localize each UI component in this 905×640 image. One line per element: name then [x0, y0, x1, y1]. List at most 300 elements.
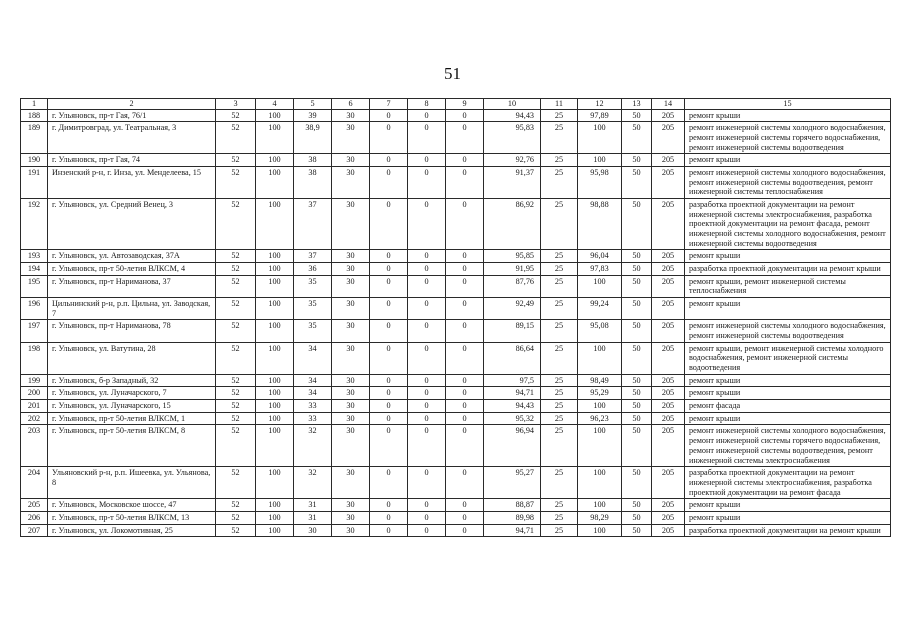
col11-cell: 25: [541, 298, 578, 320]
col13-cell: 50: [622, 374, 652, 387]
col3-cell: 52: [216, 425, 256, 467]
col14-cell: 205: [652, 524, 685, 537]
row-number: 203: [21, 425, 48, 467]
col3-cell: 52: [216, 199, 256, 250]
col11-cell: 25: [541, 122, 578, 154]
col11-cell: 25: [541, 374, 578, 387]
table-row: [21, 425, 891, 467]
table-row: [21, 263, 891, 276]
col6-cell: 30: [332, 412, 370, 425]
col13-cell: 50: [622, 320, 652, 342]
col9-cell: 0: [446, 524, 484, 537]
col3-cell: 52: [216, 275, 256, 297]
column-header-11: 11: [541, 99, 578, 110]
column-header-2: 2: [48, 99, 216, 110]
address-cell: г. Ульяновск, б-р Западный, 32: [48, 374, 216, 387]
col7-cell: 0: [370, 109, 408, 122]
col10-cell: 88,87: [484, 499, 541, 512]
col7-cell: 0: [370, 122, 408, 154]
col12-cell: 97,83: [578, 263, 622, 276]
col10-cell: 86,92: [484, 199, 541, 250]
col14-cell: 205: [652, 511, 685, 524]
address-cell: г. Ульяновск, ул. Луначарского, 15: [48, 400, 216, 413]
col14-cell: 205: [652, 263, 685, 276]
column-header-9: 9: [446, 99, 484, 110]
col5-cell: 32: [294, 425, 332, 467]
col12-cell: 98,49: [578, 374, 622, 387]
col4-cell: 100: [256, 374, 294, 387]
col14-cell: 205: [652, 167, 685, 199]
col8-cell: 0: [408, 387, 446, 400]
address-cell: г. Ульяновск, пр-т Гая, 76/1: [48, 109, 216, 122]
col5-cell: 37: [294, 250, 332, 263]
col8-cell: 0: [408, 499, 446, 512]
col8-cell: 0: [408, 250, 446, 263]
col10-cell: 87,76: [484, 275, 541, 297]
address-cell: Ульяновский р-н, р.п. Ишеевка, ул. Ульянова, 8: [48, 467, 216, 499]
col9-cell: 0: [446, 412, 484, 425]
col8-cell: 0: [408, 342, 446, 374]
row-number: 199: [21, 374, 48, 387]
col10-cell: 91,37: [484, 167, 541, 199]
col14-cell: 205: [652, 298, 685, 320]
row-number: 188: [21, 109, 48, 122]
col3-cell: 52: [216, 298, 256, 320]
works-table: [20, 98, 891, 537]
col13-cell: 50: [622, 425, 652, 467]
col8-cell: 0: [408, 263, 446, 276]
col12-cell: 100: [578, 275, 622, 297]
works-cell: ремонт инженерной системы холодного водоснабжения, ремонт инженерной системы водоотведения, ремонт инженерной системы теплоснабжения: [685, 167, 891, 199]
col5-cell: 35: [294, 298, 332, 320]
col5-cell: 31: [294, 511, 332, 524]
col14-cell: 205: [652, 250, 685, 263]
col14-cell: 205: [652, 122, 685, 154]
address-cell: г. Ульяновск, ул. Луначарского, 7: [48, 387, 216, 400]
column-header-10: 10: [484, 99, 541, 110]
table-row: [21, 342, 891, 374]
col12-cell: 100: [578, 524, 622, 537]
col7-cell: 0: [370, 250, 408, 263]
col10-cell: 86,64: [484, 342, 541, 374]
col3-cell: 52: [216, 320, 256, 342]
table-row: [21, 250, 891, 263]
col7-cell: 0: [370, 320, 408, 342]
col8-cell: 0: [408, 167, 446, 199]
col10-cell: 95,85: [484, 250, 541, 263]
col8-cell: 0: [408, 298, 446, 320]
row-number: 206: [21, 511, 48, 524]
col10-cell: 94,71: [484, 387, 541, 400]
works-cell: ремонт крыши, ремонт инженерной системы холодного водоснабжения, ремонт инженерной системы водоотведения: [685, 342, 891, 374]
col14-cell: 205: [652, 109, 685, 122]
col13-cell: 50: [622, 250, 652, 263]
col6-cell: 30: [332, 511, 370, 524]
col6-cell: 30: [332, 425, 370, 467]
table-row: [21, 499, 891, 512]
col13-cell: 50: [622, 412, 652, 425]
row-number: 192: [21, 199, 48, 250]
column-header-3: 3: [216, 99, 256, 110]
col3-cell: 52: [216, 154, 256, 167]
col4-cell: 100: [256, 425, 294, 467]
col6-cell: 30: [332, 250, 370, 263]
row-number: 193: [21, 250, 48, 263]
col4-cell: 100: [256, 199, 294, 250]
col12-cell: 100: [578, 342, 622, 374]
table-row: [21, 109, 891, 122]
col8-cell: 0: [408, 467, 446, 499]
column-header-4: 4: [256, 99, 294, 110]
row-number: 200: [21, 387, 48, 400]
col5-cell: 34: [294, 374, 332, 387]
col7-cell: 0: [370, 524, 408, 537]
col7-cell: 0: [370, 412, 408, 425]
col6-cell: 30: [332, 374, 370, 387]
col4-cell: 100: [256, 342, 294, 374]
col11-cell: 25: [541, 250, 578, 263]
col6-cell: 30: [332, 167, 370, 199]
address-cell: г. Ульяновск, пр-т 50-летия ВЛКСМ, 4: [48, 263, 216, 276]
col4-cell: 100: [256, 154, 294, 167]
table-row: [21, 199, 891, 250]
row-number: 204: [21, 467, 48, 499]
col12-cell: 100: [578, 425, 622, 467]
col4-cell: 100: [256, 412, 294, 425]
works-cell: ремонт крыши: [685, 511, 891, 524]
works-cell: ремонт крыши: [685, 412, 891, 425]
col8-cell: 0: [408, 320, 446, 342]
col5-cell: 38: [294, 154, 332, 167]
col12-cell: 98,88: [578, 199, 622, 250]
col12-cell: 99,24: [578, 298, 622, 320]
col10-cell: 94,43: [484, 400, 541, 413]
col9-cell: 0: [446, 154, 484, 167]
address-cell: г. Ульяновск, пр-т 50-летия ВЛКСМ, 1: [48, 412, 216, 425]
row-number: 189: [21, 122, 48, 154]
page-number: 51: [444, 64, 461, 83]
column-header-8: 8: [408, 99, 446, 110]
col8-cell: 0: [408, 154, 446, 167]
works-cell: разработка проектной документации на ремонт крыши: [685, 524, 891, 537]
col14-cell: 205: [652, 320, 685, 342]
table-row: [21, 275, 891, 297]
column-header-6: 6: [332, 99, 370, 110]
col5-cell: 34: [294, 342, 332, 374]
address-cell: г. Ульяновск, ул. Ватутина, 28: [48, 342, 216, 374]
col8-cell: 0: [408, 109, 446, 122]
col4-cell: 100: [256, 387, 294, 400]
col4-cell: 100: [256, 467, 294, 499]
col3-cell: 52: [216, 167, 256, 199]
col4-cell: 100: [256, 511, 294, 524]
works-cell: ремонт крыши: [685, 387, 891, 400]
col3-cell: 52: [216, 511, 256, 524]
column-header-5: 5: [294, 99, 332, 110]
col9-cell: 0: [446, 109, 484, 122]
col3-cell: 52: [216, 387, 256, 400]
col12-cell: 100: [578, 467, 622, 499]
row-number: 194: [21, 263, 48, 276]
col9-cell: 0: [446, 298, 484, 320]
col8-cell: 0: [408, 412, 446, 425]
table-row: [21, 412, 891, 425]
col6-cell: 30: [332, 298, 370, 320]
col11-cell: 25: [541, 263, 578, 276]
row-number: 191: [21, 167, 48, 199]
col7-cell: 0: [370, 263, 408, 276]
address-cell: г. Ульяновск, пр-т Нариманова, 78: [48, 320, 216, 342]
table-row: [21, 320, 891, 342]
col11-cell: 25: [541, 511, 578, 524]
col12-cell: 100: [578, 400, 622, 413]
col14-cell: 205: [652, 467, 685, 499]
col10-cell: 95,83: [484, 122, 541, 154]
col13-cell: 50: [622, 524, 652, 537]
col11-cell: 25: [541, 109, 578, 122]
col5-cell: 33: [294, 400, 332, 413]
col13-cell: 50: [622, 154, 652, 167]
address-cell: г. Ульяновск, ул. Локомотивная, 25: [48, 524, 216, 537]
table-row: [21, 400, 891, 413]
col12-cell: 100: [578, 499, 622, 512]
col13-cell: 50: [622, 109, 652, 122]
col11-cell: 25: [541, 499, 578, 512]
col12-cell: 96,23: [578, 412, 622, 425]
col7-cell: 0: [370, 342, 408, 374]
col8-cell: 0: [408, 511, 446, 524]
col6-cell: 30: [332, 275, 370, 297]
row-number: 205: [21, 499, 48, 512]
col4-cell: 100: [256, 250, 294, 263]
col11-cell: 25: [541, 154, 578, 167]
works-cell: ремонт инженерной системы холодного водоснабжения, ремонт инженерной системы водоотведения: [685, 320, 891, 342]
col6-cell: 30: [332, 154, 370, 167]
col8-cell: 0: [408, 524, 446, 537]
table-row: [21, 167, 891, 199]
works-cell: разработка проектной документации на ремонт крыши: [685, 263, 891, 276]
col13-cell: 50: [622, 122, 652, 154]
col4-cell: 100: [256, 524, 294, 537]
col5-cell: 33: [294, 412, 332, 425]
col3-cell: 52: [216, 400, 256, 413]
col4-cell: 100: [256, 499, 294, 512]
col10-cell: 89,98: [484, 511, 541, 524]
col6-cell: 30: [332, 387, 370, 400]
col12-cell: 100: [578, 154, 622, 167]
col8-cell: 0: [408, 122, 446, 154]
col8-cell: 0: [408, 425, 446, 467]
col5-cell: 30: [294, 524, 332, 537]
col6-cell: 30: [332, 499, 370, 512]
address-cell: г. Ульяновск, пр-т Гая, 74: [48, 154, 216, 167]
col14-cell: 205: [652, 154, 685, 167]
col11-cell: 25: [541, 412, 578, 425]
row-number: 195: [21, 275, 48, 297]
col9-cell: 0: [446, 320, 484, 342]
col13-cell: 50: [622, 167, 652, 199]
col10-cell: 92,49: [484, 298, 541, 320]
col14-cell: 205: [652, 374, 685, 387]
col5-cell: 31: [294, 499, 332, 512]
address-cell: Цильнинский р-н, р.п. Цильна, ул. Заводская, 7: [48, 298, 216, 320]
works-cell: ремонт крыши: [685, 154, 891, 167]
col4-cell: 100: [256, 109, 294, 122]
works-cell: ремонт инженерной системы холодного водоснабжения, ремонт инженерной системы горячего водоснабжения, ремонт инженерной системы водоотведения: [685, 122, 891, 154]
col7-cell: 0: [370, 298, 408, 320]
col13-cell: 50: [622, 263, 652, 276]
works-cell: ремонт инженерной системы холодного водоснабжения, ремонт инженерной системы горячего водоснабжения, ремонт инженерной системы водоотведения, ремонт инженерной системы электроснабжения: [685, 425, 891, 467]
col3-cell: 52: [216, 250, 256, 263]
col7-cell: 0: [370, 400, 408, 413]
address-cell: г. Ульяновск, пр-т Нариманова, 37: [48, 275, 216, 297]
table-row: [21, 467, 891, 499]
col13-cell: 50: [622, 511, 652, 524]
address-cell: г. Ульяновск, Московское шоссе, 47: [48, 499, 216, 512]
col3-cell: 52: [216, 412, 256, 425]
col11-cell: 25: [541, 167, 578, 199]
col11-cell: 25: [541, 199, 578, 250]
col6-cell: 30: [332, 263, 370, 276]
column-header-14: 14: [652, 99, 685, 110]
col8-cell: 0: [408, 374, 446, 387]
col10-cell: 89,15: [484, 320, 541, 342]
col6-cell: 30: [332, 199, 370, 250]
col12-cell: 95,98: [578, 167, 622, 199]
col11-cell: 25: [541, 467, 578, 499]
col14-cell: 205: [652, 499, 685, 512]
col13-cell: 50: [622, 275, 652, 297]
col14-cell: 205: [652, 387, 685, 400]
header-row: [21, 99, 891, 110]
col8-cell: 0: [408, 199, 446, 250]
col6-cell: 30: [332, 467, 370, 499]
col4-cell: 100: [256, 122, 294, 154]
address-cell: г. Ульяновск, пр-т 50-летия ВЛКСМ, 8: [48, 425, 216, 467]
col14-cell: 205: [652, 275, 685, 297]
column-header-15: 15: [685, 99, 891, 110]
col7-cell: 0: [370, 387, 408, 400]
col12-cell: 100: [578, 122, 622, 154]
col14-cell: 205: [652, 412, 685, 425]
row-number: 201: [21, 400, 48, 413]
col10-cell: 91,95: [484, 263, 541, 276]
table-row: [21, 122, 891, 154]
col11-cell: 25: [541, 387, 578, 400]
col13-cell: 50: [622, 199, 652, 250]
col7-cell: 0: [370, 167, 408, 199]
col6-cell: 30: [332, 524, 370, 537]
col4-cell: 100: [256, 275, 294, 297]
col7-cell: 0: [370, 154, 408, 167]
col11-cell: 25: [541, 425, 578, 467]
table-body: [21, 109, 891, 537]
col12-cell: 96,04: [578, 250, 622, 263]
works-cell: ремонт крыши: [685, 298, 891, 320]
col6-cell: 30: [332, 122, 370, 154]
col4-cell: 100: [256, 298, 294, 320]
address-cell: Инзенский р-н, г. Инза, ул. Менделеева, 15: [48, 167, 216, 199]
col9-cell: 0: [446, 167, 484, 199]
col13-cell: 50: [622, 342, 652, 374]
row-number: 190: [21, 154, 48, 167]
col5-cell: 34: [294, 387, 332, 400]
col9-cell: 0: [446, 387, 484, 400]
col10-cell: 94,71: [484, 524, 541, 537]
col11-cell: 25: [541, 400, 578, 413]
col5-cell: 38: [294, 167, 332, 199]
address-cell: г. Ульяновск, ул. Средний Венец, 3: [48, 199, 216, 250]
col3-cell: 52: [216, 524, 256, 537]
row-number: 197: [21, 320, 48, 342]
col9-cell: 0: [446, 511, 484, 524]
col10-cell: 97,5: [484, 374, 541, 387]
col5-cell: 32: [294, 467, 332, 499]
col7-cell: 0: [370, 467, 408, 499]
col9-cell: 0: [446, 250, 484, 263]
works-cell: разработка проектной документации на ремонт инженерной системы электроснабжения, разработка проектной документации на ремонт фасада, ремонт инженерной системы холодного водоснабжения, ремонт инженерной системы водоотведения: [685, 199, 891, 250]
table-row: [21, 154, 891, 167]
column-header-12: 12: [578, 99, 622, 110]
table-row: [21, 524, 891, 537]
col8-cell: 0: [408, 275, 446, 297]
col12-cell: 95,08: [578, 320, 622, 342]
col5-cell: 35: [294, 320, 332, 342]
col7-cell: 0: [370, 199, 408, 250]
col4-cell: 100: [256, 167, 294, 199]
col7-cell: 0: [370, 425, 408, 467]
col9-cell: 0: [446, 275, 484, 297]
col9-cell: 0: [446, 400, 484, 413]
row-number: 196: [21, 298, 48, 320]
col13-cell: 50: [622, 467, 652, 499]
col9-cell: 0: [446, 263, 484, 276]
col13-cell: 50: [622, 387, 652, 400]
col9-cell: 0: [446, 467, 484, 499]
col7-cell: 0: [370, 511, 408, 524]
col10-cell: 92,76: [484, 154, 541, 167]
col7-cell: 0: [370, 374, 408, 387]
column-header-1: 1: [21, 99, 48, 110]
works-cell: разработка проектной документации на ремонт инженерной системы электроснабжения, разработка проектной документации на ремонт фасада: [685, 467, 891, 499]
col10-cell: 94,43: [484, 109, 541, 122]
col3-cell: 52: [216, 467, 256, 499]
col12-cell: 95,29: [578, 387, 622, 400]
col14-cell: 205: [652, 342, 685, 374]
col13-cell: 50: [622, 298, 652, 320]
row-number: 198: [21, 342, 48, 374]
col11-cell: 25: [541, 342, 578, 374]
col11-cell: 25: [541, 275, 578, 297]
col4-cell: 100: [256, 400, 294, 413]
col5-cell: 38,9: [294, 122, 332, 154]
col5-cell: 36: [294, 263, 332, 276]
col3-cell: 52: [216, 374, 256, 387]
table-header: [21, 99, 891, 110]
address-cell: г. Димитровград, ул. Театральная, 3: [48, 122, 216, 154]
works-cell: ремонт крыши: [685, 109, 891, 122]
col9-cell: 0: [446, 499, 484, 512]
col14-cell: 205: [652, 425, 685, 467]
col5-cell: 39: [294, 109, 332, 122]
col3-cell: 52: [216, 109, 256, 122]
col14-cell: 205: [652, 400, 685, 413]
col4-cell: 100: [256, 320, 294, 342]
col5-cell: 35: [294, 275, 332, 297]
col12-cell: 97,89: [578, 109, 622, 122]
row-number: 202: [21, 412, 48, 425]
col3-cell: 52: [216, 263, 256, 276]
